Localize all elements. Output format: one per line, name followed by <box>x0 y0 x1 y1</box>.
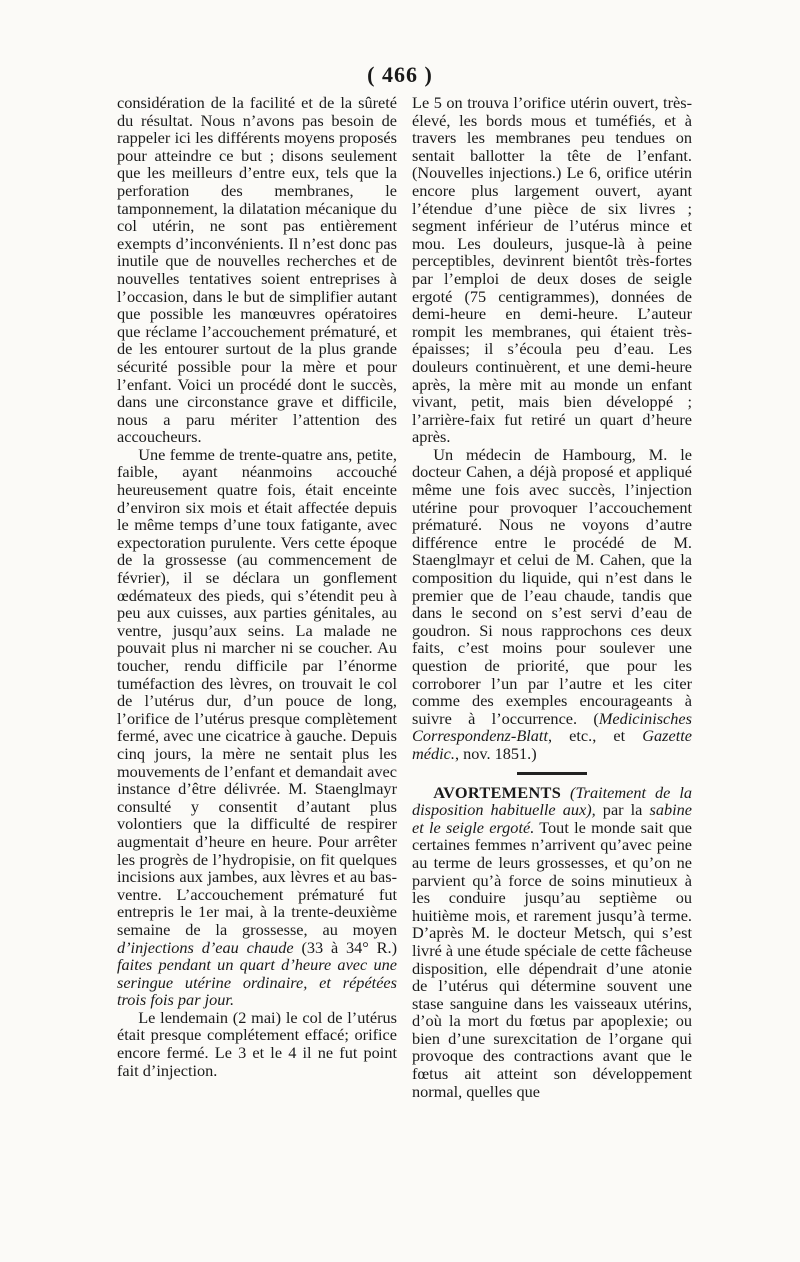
right-section-paragraph <box>412 784 692 1101</box>
right-p2-end: , nov. 1851.) <box>454 743 537 763</box>
right-paragraph-2 <box>412 446 692 763</box>
left-paragraph-1: considération de la facilité et de la sûreté du résultat. Nous n’avons pas besoin de rappeler ici les différents moyens proposés pour atteindre ce but ; disons seulement que les meilleurs d’entre eux, tels que la perforation des membranes, le tamponnement, la dilatation mécanique du col utérin, ne sont pas entièrement exempts d’inconvénients. Il n’est donc pas inutile que de nouvelles recherches et de nouvelles tentatives soient entreprises à l’occasion, dans le but de simplifier autant que possible les manœuvres opératoires que réclame l’accouchement prématuré, et de les entourer surtout de la plus grande sécurité possible pour la mère et pour l’enfant. Voici un procédé dont le succès, dans une circonstance grave et difficile, nous a paru mériter l’attention des accoucheurs. <box>117 93 397 447</box>
section-divider <box>517 772 587 775</box>
right-p2-mid: , etc., et <box>547 726 626 746</box>
left-p2-mid: (33 à 34° R.) <box>301 937 397 957</box>
left-paragraph-2 <box>117 446 397 1009</box>
right-paragraph-1: Le 5 on trouva l’orifice utérin ouvert, très-élevé, les bords mous et tuméfiés, et à travers les membranes peu tendues on sentait ballotter la tête de l’enfant. (Nouvelles injections.) Le 6, orifice utérin encore plus largement ouvert, ayant l’étendue d’une pièce de six livres ; segment inférieur de l’utérus mince et mou. Les douleurs, jusque-là à peine perceptibles, devinrent bientôt très-fortes par l’emploi de deux doses de seigle ergoté (75 centigrammes), données de demi-heure en demi-heure. L’auteur rompit les membranes, qui étaient très-épaisses; il s’écoula peu d’eau. Les douleurs continuèrent, et une demi-heure après, la mère mit au monde un enfant vivant, petit, mais bien développé ; l’arrière-faix fut retiré un quart d’heure après. <box>412 93 692 447</box>
right-p2-text: Un médecin de Hambourg, M. le docteur Cahen, a déjà proposé et appliqué même une fois avec succès, l’injection utérine pour provoquer l’accouchement prématuré. Nous ne voyons d’autre différence entre le procédé de M. Staenglmayr et celui de M. Cahen, que la composition du liquide, qui n’est dans le premier que de l’eau chaude, tandis que dans le second on s’est servi d’eau de goudron. Si nous rapprochons ces deux faits, c’est moins pour soulever une question de priorité, que pour les corroborer l’un par l’autre et les citer comme des exemples encourageants à suivre à l’occurrence. ( <box>412 444 692 728</box>
section-text: Tout le monde sait que certaines femmes n’arrivent qu’avec peine au terme de leurs grossesses, et qu’on ne parvient qu’à force de soins minutieux à les conduire jusqu’au septième ou huitième mois, et rarement jusqu’à terme. D’après M. le docteur Metsch, qui s’est livré à une étude spéciale de cette fâcheuse disposition, elle dépendrait d’une atonie de l’utérus qui détermine souvent une stase sanguine dans les vaisseaux utérins, d’où la mort du fœtus par apoplexie; ou bien d’une surexcitation de l’organe qui provoque des contractions avant que le fœtus ait atteint son développement normal, quelles que <box>412 817 693 1101</box>
right-p2-source-1: Medicinisches Correspondenz-Blatt <box>412 708 692 746</box>
left-column <box>117 94 397 1079</box>
section-subtitle-italic: (Traitement de la disposition habituelle aux), <box>412 782 692 820</box>
right-column <box>412 94 692 1100</box>
section-subtitle-par: par la <box>602 800 643 820</box>
right-p2-source-2: Gazette médic. <box>412 726 693 763</box>
left-p2-italic: d’injections d’eau chaude <box>117 937 294 957</box>
left-p2-text: Une femme de trente-quatre ans, petite, faible, ayant néanmoins accouché heureusement quatre fois, était enceinte d’environ six mois et était affectée depuis le même temps d’une toux fatigante, avec expectoration purulente. Vers cette époque de la grossesse (au commencement de février), il se déclara un gonflement œdémateux des pieds, qui s’étendit peu à peu aux cuisses, aux parties génitales, au ventre, jusqu’aux seins. La malade ne pouvait plus ni marcher ni se coucher. Au toucher, rendu difficile par l’énorme tuméfaction des lèvres, on trouvait le col de l’utérus dur, d’un pouce de long, l’orifice de l’utérus presque complètement fermé, avec une cicatrice à gauche. Depuis cinq jours, la mère ne sentait plus les mouvements de l’enfant et demandait avec instance d’être délivrée. M. Staenglmayr consulté y consentit d’autant plus volontiers que la difficulté de respirer augmentait d’heure en heure. Pour arrêter les progrès de l’hydropisie, on fit quelques incisions aux jambes, aux lèvres et au bas-ventre. L’accouchement prématuré fut entrepris le 1er mai, à la trente-deuxième semaine de la grossesse, au moyen <box>117 444 397 939</box>
section-subtitle-italic-2: sabine et le seigle ergoté. <box>412 800 692 837</box>
section-title: AVORTEMENTS <box>433 782 562 802</box>
left-p2-italic-2: faites pendant un quart d’heure avec une seringue utérine ordinaire, et répétées trois fois par jour. <box>117 955 397 1010</box>
left-paragraph-3: Le lendemain (2 mai) le col de l’utérus était presque complétement effacé; orifice encore fermé. Le 3 et le 4 il ne fut point fait d’injection. <box>117 1007 397 1080</box>
page-number: ( 466 ) <box>367 62 433 87</box>
